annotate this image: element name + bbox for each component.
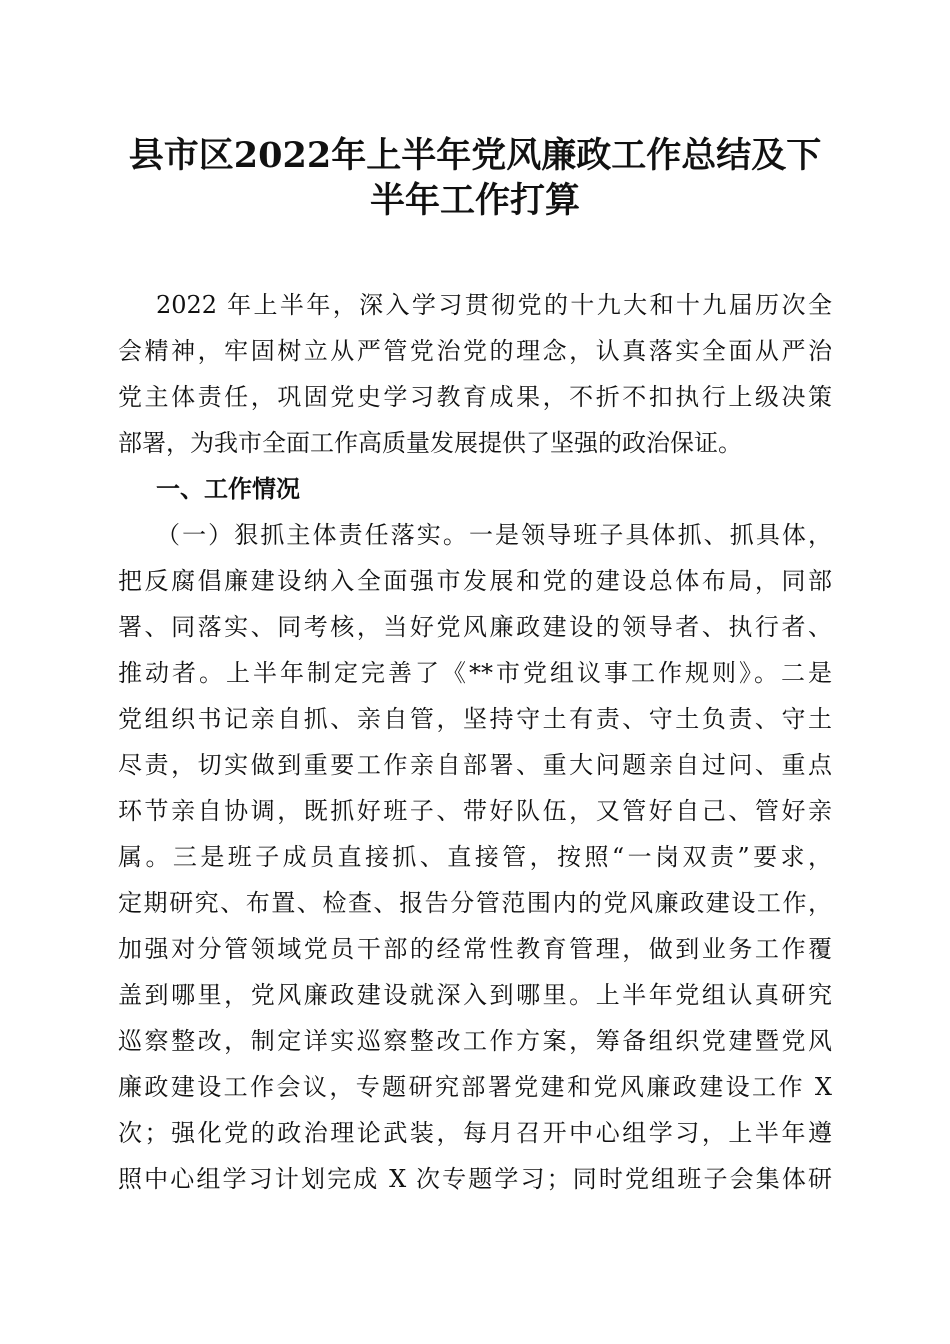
title-line-2: 半年工作打算 xyxy=(369,180,580,221)
paragraph-line: 定期研究、布置、检查、报告分管范围内的党风廉政建设工作， xyxy=(118,889,832,917)
paragraph-line: 盖到哪里，党风廉政建设就深入到哪里。上半年党组认真研究 xyxy=(118,981,832,1009)
paragraph-line: 党组织书记亲自抓、亲自管，坚持守土有责、守土负责、守土 xyxy=(118,705,832,733)
paragraph-line: 部署，为我市全面工作高质量发展提供了坚强的政治保证。 xyxy=(118,429,742,457)
paragraph-line: 巡察整改，制定详实巡察整改工作方案，筹备组织党建暨党风 xyxy=(118,1027,832,1055)
paragraph-line: （一）狠抓主体责任落实。一是领导班子具体抓、抓具体， xyxy=(156,521,832,549)
section-heading: 一、工作情况 xyxy=(156,475,300,503)
paragraph-line: 环节亲自协调，既抓好班子、带好队伍，又管好自己、管好亲 xyxy=(118,797,832,825)
paragraph-line: 党主体责任，巩固党史学习教育成果，不折不扣执行上级决策 xyxy=(118,383,832,411)
paragraph-line: 署、同落实、同考核，当好党风廉政建设的领导者、执行者、 xyxy=(118,613,832,641)
document-title xyxy=(100,133,850,223)
paragraph-line: 会精神，牢固树立从严管党治党的理念，认真落实全面从严治 xyxy=(118,337,832,365)
paragraph-line: 加强对分管领域党员干部的经常性教育管理，做到业务工作覆 xyxy=(118,935,832,963)
paragraph-line: 推动者。上半年制定完善了《**市党组议事工作规则》。二是 xyxy=(118,659,832,687)
paragraph-line: 2022 年上半年，深入学习贯彻党的十九大和十九届历次全 xyxy=(156,291,832,319)
paragraph-line: 次；强化党的政治理论武装，每月召开中心组学习，上半年遵 xyxy=(118,1119,832,1147)
document-body xyxy=(118,282,832,1202)
paragraph-line: 属。三是班子成员直接抓、直接管，按照“一岗双责”要求， xyxy=(118,843,832,871)
paragraph-line: 廉政建设工作会议，专题研究部署党建和党风廉政建设工作 X xyxy=(118,1073,832,1101)
title-line-1: 县市区2022年上半年党风廉政工作总结及下 xyxy=(128,135,822,176)
paragraph-line: 把反腐倡廉建设纳入全面强市发展和党的建设总体布局，同部 xyxy=(118,567,832,595)
paragraph-line: 尽责，切实做到重要工作亲自部署、重大问题亲自过问、重点 xyxy=(118,751,832,779)
paragraph-line: 照中心组学习计划完成 X 次专题学习；同时党组班子会集体研 xyxy=(118,1165,832,1193)
